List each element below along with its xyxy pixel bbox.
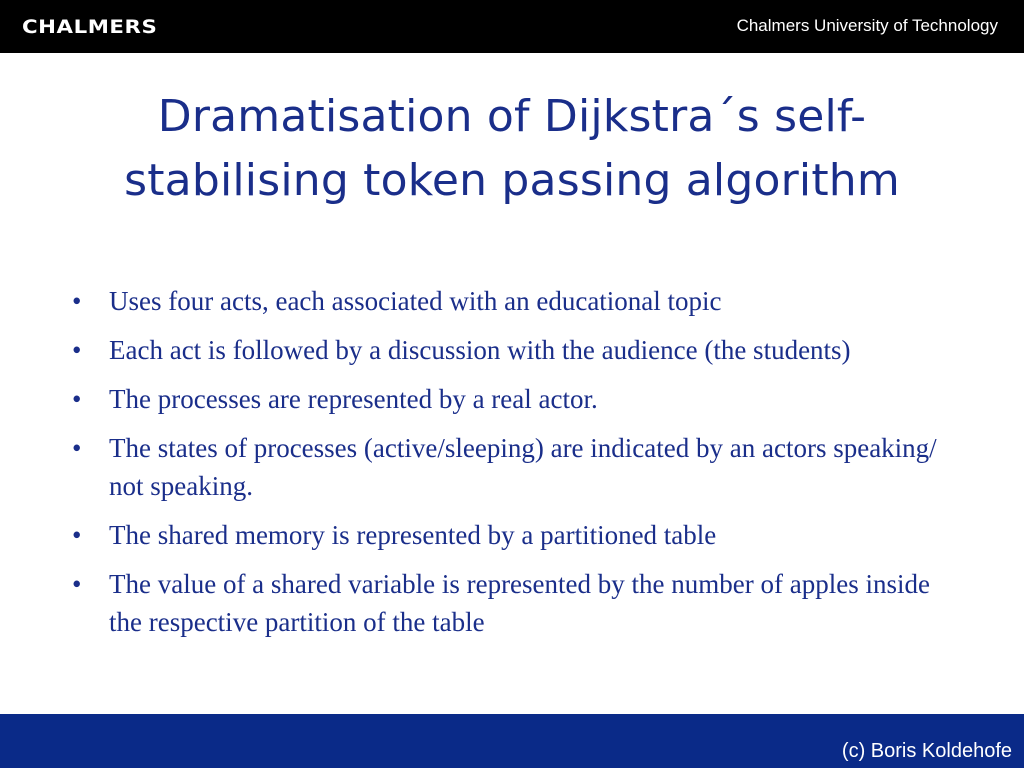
bullet-dot-icon: • bbox=[72, 520, 82, 550]
bullet-dot-icon: • bbox=[72, 335, 82, 365]
bullet-text: The processes are represented by a real actor. bbox=[109, 384, 598, 414]
header-bar bbox=[0, 0, 1024, 53]
bullet-text: The shared memory is represented by a partitioned table bbox=[109, 520, 717, 550]
bullet-item bbox=[72, 516, 952, 554]
bullet-item bbox=[72, 429, 952, 505]
bullet-text: The states of processes (active/sleeping) are indicated by an actors speaking/ not speaking. bbox=[109, 433, 937, 501]
footer-bar bbox=[0, 714, 1024, 768]
bullet-item bbox=[72, 282, 952, 320]
slide-title bbox=[0, 85, 1024, 213]
institution-name: Chalmers University of Technology bbox=[736, 16, 998, 35]
bullet-dot-icon: • bbox=[72, 286, 82, 316]
bullet-item bbox=[72, 565, 952, 641]
bullet-list bbox=[72, 282, 952, 652]
bullet-text: Uses four acts, each associated with an educational topic bbox=[109, 286, 722, 316]
title-line-2: stabilising token passing algorithm bbox=[124, 155, 900, 206]
bullet-text: Each act is followed by a discussion with the audience (the students) bbox=[109, 335, 851, 365]
bullet-dot-icon: • bbox=[72, 384, 82, 414]
bullet-item bbox=[72, 380, 952, 418]
bullet-item bbox=[72, 331, 952, 369]
chalmers-logo: CHALMERS bbox=[22, 16, 158, 38]
bullet-dot-icon: • bbox=[72, 569, 82, 599]
footer-credit: (c) Boris Koldehofe bbox=[841, 740, 1012, 762]
bullet-text: The value of a shared variable is represented by the number of apples inside the respective partition of the table bbox=[109, 569, 930, 637]
title-line-1: Dramatisation of Dijkstra´s self- bbox=[157, 91, 867, 142]
bullet-dot-icon: • bbox=[72, 433, 82, 463]
